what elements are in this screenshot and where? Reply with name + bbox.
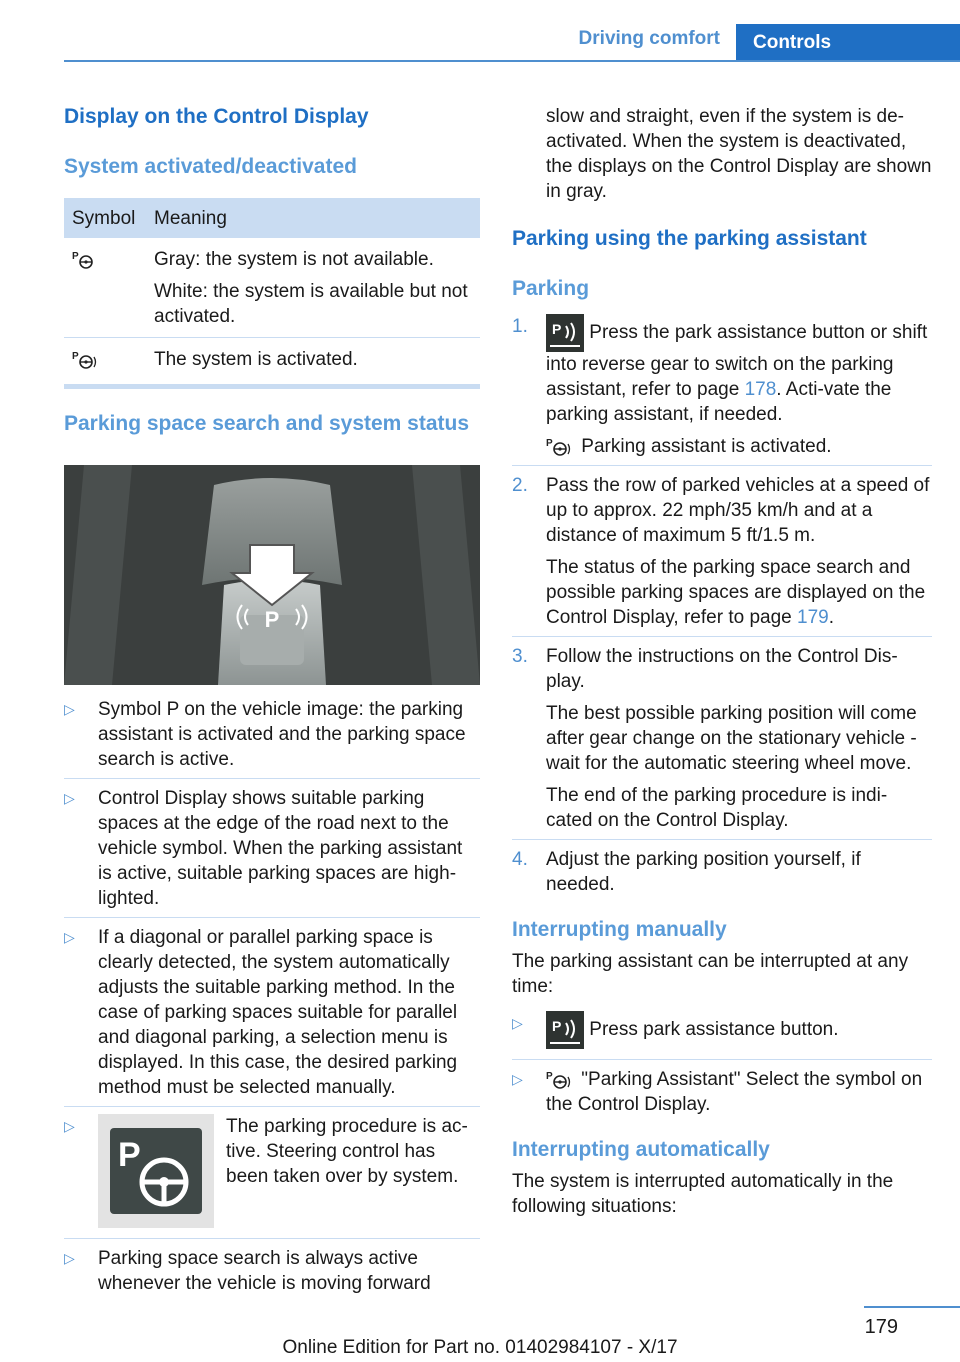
meaning-white: White: the system is available but not activated. (154, 281, 468, 327)
header-rule (64, 60, 960, 62)
continued-text: slow and straight, even if the system is de-activated. When the system is deactivated, the displays on the Control Display are shown in gray. (546, 106, 932, 202)
svg-text:P: P (552, 1018, 562, 1034)
heading-interrupting-manually: Interrupting manually (512, 918, 727, 941)
list-item: ▷ If a diagonal or parallel parking space is clearly detected, the system automatically adjusts the suitable parking method. In the case of parking spaces suitable for parallel and diagonal parking, a selection menu is displayed. In this case, the desired parking method must be selected manually. (64, 925, 480, 1107)
parking-assistant-active-icon (546, 1070, 576, 1090)
table-header-meaning: Meaning (146, 198, 480, 238)
list-item: ▷ P The parking procedure is ac-tive. Steering control has been taken over by system. (64, 1114, 480, 1239)
heading-parking: Parking (512, 277, 590, 300)
list-item: ▷ Parking space search is always active whenever the vehicle is moving forward (64, 1248, 431, 1294)
meaning-activated: The system is activated. (146, 338, 480, 387)
list-item: ▷ P "Parking Assistant" Select the symbol on the Control Display. (512, 1069, 923, 1115)
page-link-178[interactable]: 178 (744, 379, 777, 400)
svg-text:P: P (72, 350, 79, 362)
list-item: ▷ Symbol P on the vehicle image: the parking assistant is activated and the parking space search is active. (64, 697, 480, 779)
auto-intro: The system is interrupted automatically in the following situations: (512, 1171, 894, 1217)
parking-steps-list (512, 314, 932, 903)
list-item: ▷ Control Display shows suitable parking spaces at the edge of the road next to the vehicle symbol. When the parking assistant is active, suitable parking spaces are high-lighted. (64, 786, 480, 918)
svg-text:P: P (552, 321, 562, 337)
page-number: 179 (864, 1316, 898, 1338)
heading-interrupting-automatically: Interrupting automatically (512, 1138, 770, 1161)
bullet-mark: ▷ (64, 701, 75, 717)
parking-assistant-active-icon (546, 437, 576, 457)
list-item: 2. Pass the row of parked vehicles at a speed of up to approx. 22 mph/35 km/h and at a distance of maximum 5 ft/1.5 m. The status of the parking space search and possible parking spaces are displayed on the Control Display, refer to page 179. (512, 473, 932, 637)
right-column (512, 104, 932, 1219)
svg-text:P: P (546, 437, 553, 449)
svg-text:P: P (72, 250, 79, 262)
steering-wheel-icon (98, 1114, 214, 1228)
symbol-table (64, 198, 480, 389)
bullet-mark: ▷ (512, 1015, 523, 1031)
parking-assistant-active-icon (72, 350, 102, 370)
manual-bullet-list (512, 1011, 932, 1123)
list-item: 4. Adjust the parking position yourself, if needed. (512, 849, 861, 895)
table-row (64, 238, 480, 338)
manual-intro: The parking assistant can be interrupted at any time: (512, 951, 909, 997)
parking-display-image (64, 465, 480, 685)
bullet-mark: ▷ (512, 1071, 523, 1087)
svg-text:P: P (118, 1136, 141, 1174)
park-assistance-button-icon (546, 314, 584, 352)
footer-rule (864, 1306, 960, 1308)
parking-procedure-active-symbol (98, 1114, 214, 1228)
heading-parking-using-assistant: Parking using the parking assistant (512, 227, 867, 250)
meaning-gray: Gray: the system is not available. (154, 249, 434, 270)
edition-footer: Online Edition for Part no. 01402984107 - X/17 (282, 1337, 678, 1358)
page-link-179[interactable]: 179 (797, 607, 829, 628)
header-section: Driving comfort (578, 28, 720, 49)
left-column (64, 104, 480, 1309)
heading-display: Display on the Control Display (64, 105, 369, 128)
heading-system-status: System activated/deactivated (64, 155, 357, 178)
bullet-mark: ▷ (64, 929, 75, 945)
bullet-mark: ▷ (64, 1118, 75, 1134)
step-number: 4. (512, 849, 528, 870)
table-header-symbol: Symbol (64, 198, 146, 238)
list-item: ▷ P Press park assistance button. (512, 1011, 932, 1060)
step-number: 2. (512, 475, 528, 496)
parking-assistant-icon (72, 250, 98, 270)
step-number: 3. (512, 646, 528, 667)
status-bullet-list (64, 697, 480, 1302)
list-item: 3. Follow the instructions on the Control Dis-play. The best possible parking position will come after gear change on the stationary vehicle - wait for the automatic steering wheel move. The end of the parking procedure is indi-cated on the Control Display. (512, 644, 932, 840)
bullet-mark: ▷ (64, 790, 75, 806)
header-tab-controls[interactable]: Controls (736, 24, 960, 61)
vehicle-p-symbol: P (264, 607, 280, 632)
table-row (64, 338, 480, 387)
park-assistance-button-icon (546, 1011, 584, 1049)
bullet-mark: ▷ (64, 1250, 75, 1266)
step-number: 1. (512, 316, 528, 337)
heading-parking-space-search: Parking space search and system status (64, 412, 470, 435)
list-item: 1. P Press the park assistance button or shift into reverse gear to switch on the parking assistant, refer to page 178. Acti-vate the parking assistant, if needed. P Parking assistant is activated. (512, 314, 932, 466)
vehicle-parking-illustration (64, 465, 480, 685)
svg-text:P: P (546, 1070, 553, 1082)
